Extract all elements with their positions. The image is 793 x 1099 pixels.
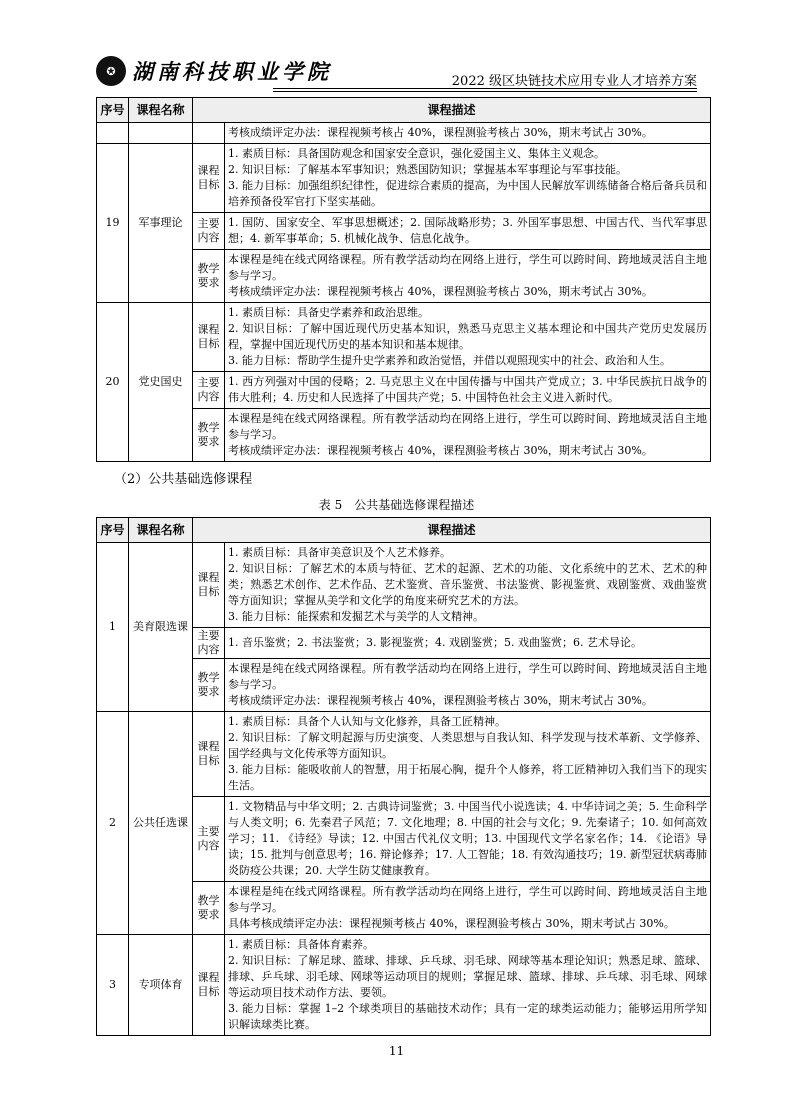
section-description xyxy=(225,250,711,303)
section-label: 教学要求 xyxy=(193,250,225,303)
table-row xyxy=(97,935,711,1036)
course-table-elective xyxy=(96,517,711,1036)
section-label: 教学要求 xyxy=(193,409,225,462)
description-line: 1. 素质目标：具备国防观念和国家安全意识，强化爱国主义、集体主义观念。 xyxy=(228,147,605,160)
section-label: 课程目标 xyxy=(193,712,225,797)
table-header-row xyxy=(97,98,711,123)
description-line: 考核成绩评定办法：课程视频考核占 40%，课程测验考核占 30%，期末考试占 30%。 xyxy=(228,694,653,707)
empty-cell xyxy=(129,123,193,144)
col-header-no: 序号 xyxy=(97,98,129,123)
section-label: 主要内容 xyxy=(193,797,225,882)
description-line: 3. 能力目标：能探索和发掘艺术与美学的人文精神。 xyxy=(228,610,484,623)
continued-line: 考核成绩评定办法：课程视频考核占 40%，课程测验考核占 30%，期末考试占 30%。 xyxy=(225,123,711,144)
description-line: 1. 素质目标：具备个人认知与文化修养，具备工匠精神。 xyxy=(228,715,506,728)
table-row-continued xyxy=(97,123,711,144)
description-line: 1. 国防、国家安全、军事思想概述；2. 国际战略形势；3. 外国军事思想、中国古代、当代军事思想；4. 新军事革命；5. 机械化战争、信息化战争。 xyxy=(228,216,707,245)
empty-cell xyxy=(193,123,225,144)
description-line: 本课程是纯在线式网络课程。所有教学活动均在网络上进行，学生可以跨时间、跨地域灵活自主地参与学习。 xyxy=(228,662,707,691)
description-line: 2. 知识目标：了解文明起源与历史演变、人类思想与自我认知、科学发现与技术革新、文学修养、国学经典与文化传承等方面知识。 xyxy=(228,731,707,760)
section-label: 课程目标 xyxy=(193,935,225,1036)
section-description xyxy=(225,409,711,462)
section-description xyxy=(225,935,711,1036)
table-caption: 表 5 公共基础选修课程描述 xyxy=(318,498,475,512)
course-number: 2 xyxy=(97,712,129,935)
description-line: 1. 素质目标：具备审美意识及个人艺术修养。 xyxy=(228,546,451,559)
col-header-name: 课程名称 xyxy=(129,98,193,123)
description-line: 具体考核成绩评定办法：课程视频考核占 40%，课程测验考核占 30%，期末考试占 30%。 xyxy=(228,917,675,930)
section-description xyxy=(225,797,711,882)
table-row xyxy=(97,543,711,628)
description-line: 2. 知识目标：了解足球、篮球、排球、乒乓球、羽毛球、网球等基本理论知识；熟悉足球、篮球、排球、乒乓球、羽毛球、网球等运动项目的规则；掌握足球、篮球、排球、乒乓球、羽毛球、网球等运动项目技术动作方法、要领。 xyxy=(228,954,707,999)
section-description xyxy=(225,372,711,409)
section-description xyxy=(225,144,711,213)
description-line: 本课程是纯在线式网络课程。所有教学活动均在网络上进行，学生可以跨时间、跨地域灵活自主地参与学习。 xyxy=(228,885,707,914)
section-description xyxy=(225,882,711,935)
description-line: 1. 素质目标：具备体育素养。 xyxy=(228,938,374,951)
description-line: 1. 素质目标：具备史学素养和政治思维。 xyxy=(228,306,429,319)
description-line: 考核成绩评定办法：课程视频考核占 40%，课程测验考核占 30%，期末考试占 30%。 xyxy=(228,444,653,457)
col-header-desc: 课程描述 xyxy=(193,518,711,543)
header-rule-secondary xyxy=(273,91,697,92)
section-description xyxy=(225,213,711,250)
course-table-required xyxy=(96,97,711,462)
course-name: 军事理论 xyxy=(129,144,193,303)
section-label: 主要内容 xyxy=(193,372,225,409)
section-label: 课程目标 xyxy=(193,303,225,372)
school-seal-icon: ✪ xyxy=(96,56,126,86)
course-name: 美育限选课 xyxy=(129,543,193,712)
col-header-no: 序号 xyxy=(97,518,129,543)
col-header-desc: 课程描述 xyxy=(193,98,711,123)
table-row xyxy=(97,144,711,213)
description-line: 3. 能力目标：帮助学生提升史学素养和政治觉悟，并借以观照现实中的社会、政治和人生。 xyxy=(228,354,671,367)
course-number: 20 xyxy=(97,303,129,462)
section-description xyxy=(225,543,711,628)
section-description xyxy=(225,303,711,372)
course-name: 专项体育 xyxy=(129,935,193,1036)
page-number: 11 xyxy=(388,1044,405,1058)
section-label: 主要内容 xyxy=(193,628,225,659)
header-rule xyxy=(273,88,697,89)
col-header-name: 课程名称 xyxy=(129,518,193,543)
description-line: 1. 西方列强对中国的侵略；2. 马克思主义在中国传播与中国共产党成立；3. 中华民族抗日战争的伟大胜利；4. 历史和人民选择了中国共产党；5. 中国特色社会主义进入新时代。 xyxy=(228,375,707,404)
description-line: 2. 知识目标：了解中国近现代历史基本知识，熟悉马克思主义基本理论和中国共产党历史发展历程，掌握中国近现代历史的基本知识和基本规律。 xyxy=(228,322,707,351)
course-number: 3 xyxy=(97,935,129,1036)
course-name: 公共任选课 xyxy=(129,712,193,935)
description-line: 1. 音乐鉴赏；2. 书法鉴赏；3. 影视鉴赏；4. 戏剧鉴赏；5. 戏曲鉴赏；6. 艺术导论。 xyxy=(228,636,642,649)
section-label: 主要内容 xyxy=(193,213,225,250)
document-title: 2022 级区块链技术应用专业人才培养方案 xyxy=(451,74,697,89)
description-line: 3. 能力目标：掌握 1–2 个球类项目的基础技术动作；具有一定的球类运动能力；能够运用所学知识解读球类比赛。 xyxy=(228,1002,707,1031)
section-label: 教学要求 xyxy=(193,882,225,935)
description-line: 2. 知识目标：了解基本军事知识；熟悉国防知识；掌握基本军事理论与军事技能。 xyxy=(228,163,627,176)
description-line: 本课程是纯在线式网络课程。所有教学活动均在网络上进行，学生可以跨时间、跨地域灵活自主地参与学习。 xyxy=(228,253,707,282)
section-heading: （2）公共基础选修课程 xyxy=(114,472,253,487)
section-label: 课程目标 xyxy=(193,543,225,628)
course-number: 19 xyxy=(97,144,129,303)
school-logo-text: 湖南科技职业学院 xyxy=(132,59,332,84)
course-name: 党史国史 xyxy=(129,303,193,462)
description-line: 3. 能力目标：能吸收前人的智慧，用于拓展心胸，提升个人修养，将工匠精神切入我们当下的现实生活。 xyxy=(228,763,707,792)
school-logo xyxy=(96,56,332,86)
course-number: 1 xyxy=(97,543,129,712)
description-line: 1. 文物精品与中华文明；2. 古典诗词鉴赏；3. 中国当代小说选读；4. 中华诗词之美；5. 生命科学与人类文明；6. 先秦君子风范；7. 文化地理；8. 中国的社会与文化；9. 先秦诸子；10. 如何高效学习；11. 《诗经》导读；12. 中国古代礼仪文明；13. 中国现代文学名家名作；14. 《论语》导读；15. 批判与创意思考；16. 辩论修养；17. 人工智能；18. 有效沟通技巧；19. 新型冠状病毒肺炎防疫公共课；20. 大学生防艾健康教育。 xyxy=(228,800,707,877)
section-label: 教学要求 xyxy=(193,659,225,712)
empty-cell xyxy=(97,123,129,144)
description-line: 2. 知识目标：了解艺术的本质与特征、艺术的起源、艺术的功能、文化系统中的艺术、艺术的种类；熟悉艺术创作、艺术作品、艺术鉴赏、音乐鉴赏、书法鉴赏、影视鉴赏、戏剧鉴赏、戏曲鉴赏等方面知识；掌握从美学和文化学的角度来研究艺术的方法。 xyxy=(228,562,707,607)
description-line: 本课程是纯在线式网络课程。所有教学活动均在网络上进行，学生可以跨时间、跨地域灵活自主地参与学习。 xyxy=(228,412,707,441)
description-line: 3. 能力目标：加强组织纪律性，促进综合素质的提高，为中国人民解放军训练储备合格后备兵员和培养预备役军官打下坚实基础。 xyxy=(228,179,707,208)
table-header-row xyxy=(97,518,711,543)
table-row xyxy=(97,712,711,797)
section-description xyxy=(225,628,711,659)
description-line: 考核成绩评定办法：课程视频考核占 40%，课程测验考核占 30%，期末考试占 30%。 xyxy=(228,285,653,298)
section-label: 课程目标 xyxy=(193,144,225,213)
section-description xyxy=(225,712,711,797)
table-row xyxy=(97,303,711,372)
section-description xyxy=(225,659,711,712)
